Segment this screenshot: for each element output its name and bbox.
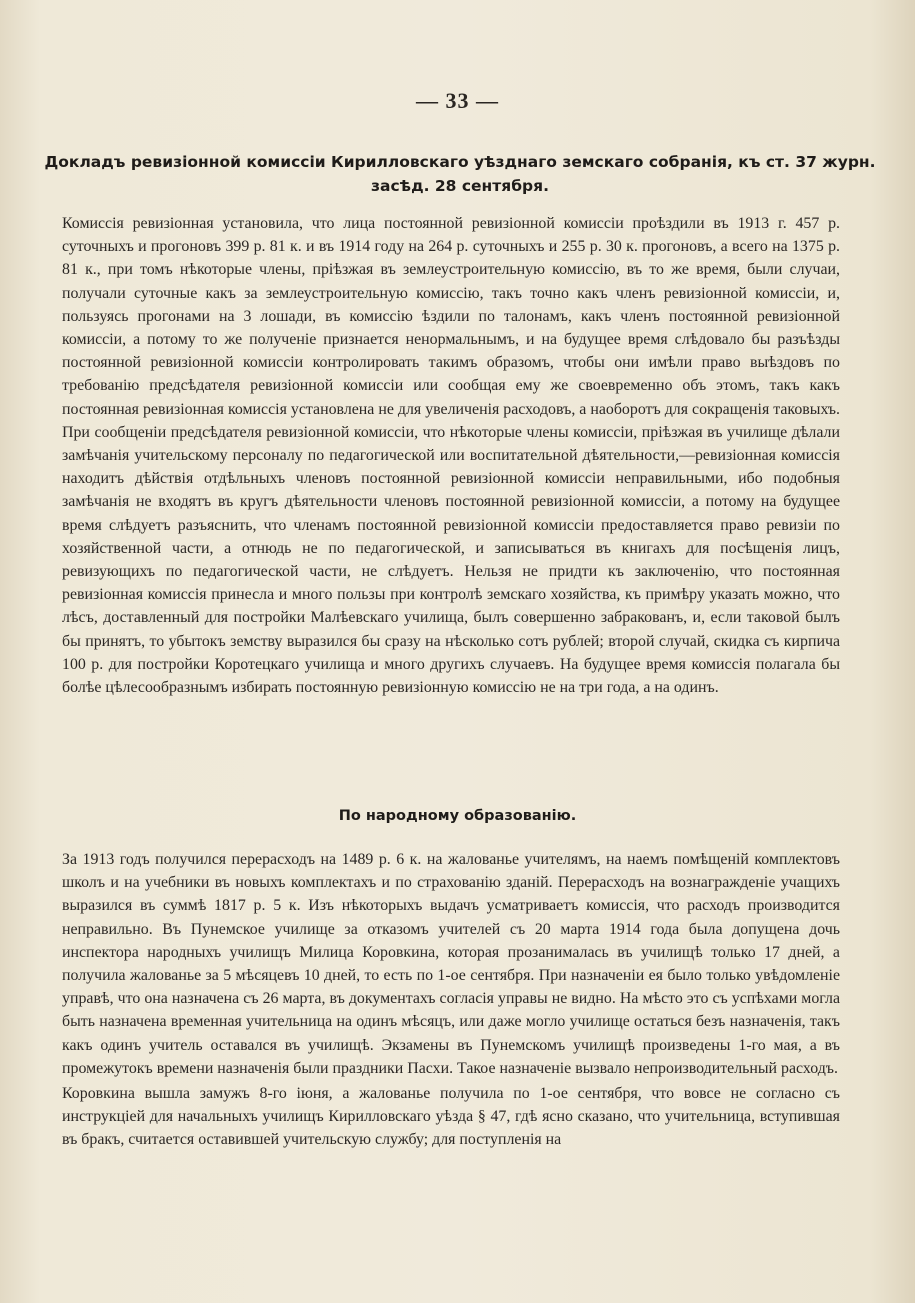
paragraph: Коровкина вышла замужъ 8-го іюня, а жалованье получила по 1-ое сентября, что вовсе не согласно съ инструкціей для начальныхъ училищъ Кирилловскаго уѣзда § 47, гдѣ ясно сказано, что учительница, вступившая въ бракъ, считается оставившей учительскую службу; для поступленія на — [62, 1085, 840, 1149]
report-title: Докладъ ревизіонной комиссіи Кирилловскаго уѣзднаго земскаго собранія, къ ст. 37 журн. засѣд. 28 сентября. — [44, 153, 876, 195]
paragraph: За 1913 годъ получился перерасходъ на 1489 р. 6 к. на жалованье учителямъ, на наемъ помѣщеній комплектовъ школъ и на учебники въ новыхъ комплектахъ и по страхованію зданій. Перерасходъ на вознагражденіе учащихъ выразился въ суммѣ 1817 р. 5 к. Изъ нѣкоторыхъ выдачъ усматриваетъ комиссія, что расходъ производится неправильно. Въ Пунемское училище за отказомъ учителей съ 20 марта 1914 года была допущена дочь инспектора народныхъ училищъ Милица Коровкина, которая прозанималась въ училищѣ только 17 дней, а получила жалованье за 5 мѣсяцевъ 10 дней, то есть по 1-ое сентября. При назначеніи ея было только увѣдомленіе управѣ, что она назначена съ 26 марта, въ документахъ согласія управы не видно. На мѣсто это съ успѣхами могла быть назначена временная учительница на одинъ мѣсяцъ, или даже могло училище остаться безъ назначенія, такъ какъ одинъ учитель оставался въ училищѣ. Экзамены въ Пунемскомъ училищѣ произведены 1-го мая, а въ промежутокъ времени назначенія были праздники Пасхи. Такое назначеніе вызвало непроизводительный расходъ. — [62, 851, 840, 1077]
section-heading: По народному образованію. — [338, 808, 577, 824]
education-section-body — [62, 848, 840, 1152]
paragraph: Комиссія ревизіонная установила, что лица постоянной ревизіонной комиссіи проѣздили въ 1913 г. 457 р. суточныхъ и прогоновъ 399 р. 81 к. и въ 1914 году на 264 р. суточныхъ и 255 р. 30 к. прогоновъ, а всего на 1375 р. 81 к., при томъ нѣкоторые члены, пріѣзжая въ землеустроительную комиссію, въ то же время, были случаи, получали суточные какъ за землеустроительную комиссію, такъ точно какъ членъ ревизіонной комиссіи, и, пользуясь прогонами на 3 лошади, въ комиссію ѣздили по талонамъ, какъ членъ постоянной ревизіонной комиссіи, а потому то же полученіе признается ненормальнымъ, и на будущее время слѣдовало бы разъѣзды постоянной ревизіонной комиссіи контролировать такимъ образомъ, чтобы они имѣли право выѣздовъ по требованію предсѣдателя ревизіонной комиссіи или сообщая ему же своевременно объ этомъ, такъ какъ постоянная ревизіонная комиссія установлена не для увеличенія расходовъ, а наоборотъ для сокращенія таковыхъ. При сообщеніи предсѣдателя ревизіонной комиссіи, что нѣкоторые члены комиссіи, пріѣзжая въ училище дѣлали замѣчанія учительскому персоналу по педагогической или воспитательной дѣятельности,—ревизіонная комиссія находитъ дѣйствія отдѣльныхъ членовъ постоянной ревизіонной комиссіи неправильными, ибо подобныя замѣчанія не входятъ въ кругъ дѣятельности членовъ постоянной ревизіонной комиссіи, а потому на будущее время слѣдуетъ разъяснить, что членамъ постоянной ревизіонной комиссіи предоставляется право ревизіи по хозяйственной части, а отнюдь не по педагогической, и записываться въ книгахъ для посѣщенія лицъ, ревизующихъ по педагогической части, не слѣдуетъ. Нельзя не придти къ заключенію, что постоянная ревизіонная комиссія принесла и много пользы при контролѣ земскаго хозяйства, къ примѣру указать можно, что лѣсъ, доставленный для постройки Малѣевскаго училища, былъ совершенно забракованъ, и, если таковой былъ бы принятъ, то убытокъ земству выразился бы сразу на нѣсколько сотъ рублей; второй случай, скидка съ кирпича 100 р. для постройки Коротецкаго училища и много другихъ случаевъ. На будущее время комиссія полагала бы болѣе цѣлесообразнымъ избирать постоянную ревизіонную комиссію не на три года, а на одинъ. — [62, 215, 840, 697]
page-number: — 33 — — [416, 88, 499, 113]
report-body — [62, 212, 840, 699]
